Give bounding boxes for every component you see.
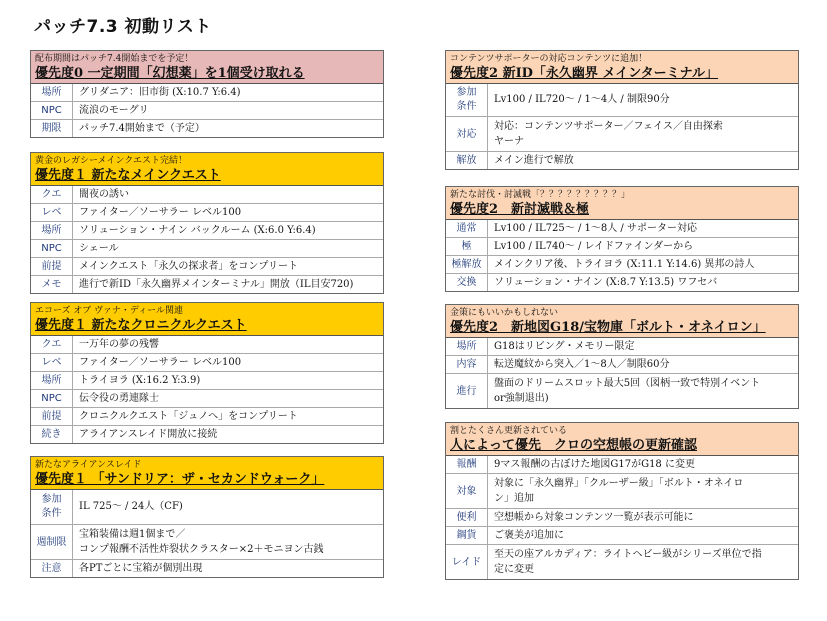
card-wondrous-tails (445, 422, 799, 580)
row-value: メインクリア後、トライヨラ (X:11.1 Y:14.6) 異邦の詩人 (494, 259, 755, 270)
info-row (446, 527, 798, 545)
card-note: コンテンツサポーターの対応コンテンツに追加！ (450, 54, 648, 64)
row-label: クエ (31, 336, 73, 353)
info-row (446, 456, 798, 474)
row-label: 報酬 (446, 456, 488, 473)
info-row (446, 238, 798, 256)
info-row (446, 256, 798, 274)
info-row (446, 509, 798, 527)
info-row (446, 545, 798, 579)
info-row (446, 117, 798, 152)
row-label: 続き (31, 426, 73, 443)
info-row (31, 336, 383, 354)
card-header (446, 305, 798, 338)
row-value: シェール (79, 243, 119, 254)
card-note: 黄金のレガシーメインクエスト完結！ (35, 156, 188, 166)
row-label (446, 84, 488, 116)
row-value-line: 宝箱装備は週1個まで／ (79, 529, 186, 540)
card-title: 優先度2 新地図G18/宝物庫「ボルト・オネイロン」 (450, 320, 766, 335)
row-label: 鋼貨 (446, 527, 488, 544)
info-row (446, 356, 798, 374)
row-label (31, 490, 73, 524)
card-note: 割とたくさん更新されている (450, 426, 568, 436)
row-label: 期限 (31, 120, 73, 137)
row-value (73, 525, 383, 559)
card-treasure-map (445, 304, 799, 409)
row-value: 流浪のモーグリ (79, 105, 149, 116)
card-header (31, 457, 383, 490)
row-label: レイド (446, 545, 488, 579)
card-header (31, 51, 383, 84)
info-row (31, 120, 383, 137)
row-value: ファイター／ソーサラー レベル100 (79, 207, 242, 218)
row-value: グリダニア：旧市街 (X:10.7 Y:6.4) (79, 87, 241, 98)
info-row (31, 354, 383, 372)
card-title: 優先度2 新討滅戦＆極 (450, 202, 590, 217)
row-label: 場所 (446, 338, 488, 355)
row-label: 場所 (31, 372, 73, 389)
info-row (31, 372, 383, 390)
row-value-line: 至天の座アルカディア：ライトヘビー級がシリーズ単位で指 (494, 549, 762, 560)
card-note: エコーズ オブ ヴァナ・ディール関連 (35, 306, 184, 316)
row-value: 一万年の夢の残響 (79, 339, 159, 350)
info-row (31, 240, 383, 258)
page-title: パッチ7.3 初動リスト (34, 17, 212, 37)
row-label: 週制限 (31, 525, 73, 559)
info-row (446, 474, 798, 509)
row-label-line: 参加 (41, 494, 62, 505)
row-label-line: 条件 (456, 101, 477, 112)
row-value: G18はリビング・メモリー限定 (494, 341, 635, 352)
row-label: NPC (31, 390, 73, 407)
card-fantasia (30, 50, 384, 138)
info-row (446, 274, 798, 291)
row-value-line: ン」追加 (494, 493, 534, 504)
row-value-line: ヤーナ (494, 136, 524, 147)
row-label: クエ (31, 186, 73, 203)
row-value: 伝令役の勇連隊士 (79, 393, 159, 404)
row-label: 進行 (446, 374, 488, 408)
row-value (488, 545, 798, 579)
info-row (31, 258, 383, 276)
card-alliance-raid (30, 456, 384, 578)
card-main-quest (30, 152, 384, 294)
row-value: ご褒美が追加に (494, 530, 564, 541)
card-note: 新たな討伐・討滅戦「？？？？？？？？？」 (450, 190, 631, 200)
info-row (446, 374, 798, 408)
info-row (31, 490, 383, 525)
row-label-line: 参加 (456, 87, 477, 98)
card-title: 優先度0 一定期間「幻想薬」を1個受け取れる (35, 66, 305, 81)
info-row (446, 220, 798, 238)
row-label: レベ (31, 354, 73, 371)
row-value: パッチ7.4開始まで（予定） (79, 123, 205, 134)
info-row (31, 426, 383, 443)
row-value (488, 474, 798, 508)
card-title: 優先度１ 新たなメインクエスト (35, 168, 221, 183)
info-row (31, 408, 383, 426)
row-value: Lv100 / IL720～ / 1～4人 / 制限90分 (494, 94, 670, 105)
row-value: IL 725～ / 24人（CF) (79, 501, 183, 512)
row-label: 極 (446, 238, 488, 255)
row-value: 9マス報酬の古ぼけた地図G17がG18 に変更 (494, 459, 695, 470)
row-value-line: 対象に「永久幽界」「クルーザー級」「ボルト・オネイロ (494, 478, 744, 489)
info-row (31, 560, 383, 577)
card-title: 優先度１ 「サンドリア：ザ・セカンドウォーク」 (35, 472, 325, 487)
row-label: 便利 (446, 509, 488, 526)
row-value (488, 374, 798, 408)
info-row (31, 276, 383, 293)
row-label: 場所 (31, 84, 73, 101)
card-title: 人によって優先 クロの空想帳の更新確認 (450, 438, 698, 453)
row-value: メイン進行で解放 (494, 155, 574, 166)
card-title: 優先度１ 新たなクロニクルクエスト (35, 318, 247, 333)
row-value: Lv100 / IL740～ / レイドファインダーから (494, 241, 694, 252)
info-row (31, 102, 383, 120)
info-row (31, 525, 383, 560)
row-label: 場所 (31, 222, 73, 239)
row-value: ファイター／ソーサラー レベル100 (79, 357, 242, 368)
info-row (31, 186, 383, 204)
row-label: 注意 (31, 560, 73, 577)
row-label: 前提 (31, 258, 73, 275)
row-value: ソリューション・ナイン バックルーム (X:6.0 Y:6.4) (79, 225, 316, 236)
row-value: メインクエスト「永久の探求者」をコンプリート (79, 261, 298, 272)
card-note: 金策にもいいかもしれない (450, 308, 559, 318)
card-note: 配布期間はパッチ7.4開始までを予定！ (35, 54, 194, 64)
row-label: 通常 (446, 220, 488, 237)
card-header (31, 303, 383, 336)
row-value: クロニクルクエスト「ジュノへ」をコンプリート (79, 411, 298, 422)
row-label: 前提 (31, 408, 73, 425)
row-label: NPC (31, 102, 73, 119)
row-value: 空想帳から対象コンテンツ一覧が表示可能に (494, 512, 694, 523)
row-value-line: or強制退出) (494, 393, 549, 404)
card-new-trial (445, 186, 799, 292)
row-value-line: コンプ報酬不活性炸裂状クラスター×2＋モニヨン古銭 (79, 544, 324, 555)
row-value-line: 盤面のドリームスロット最大5回（図柄一致で特別イベント (494, 378, 761, 389)
card-note: 新たなアライアンスレイド (35, 460, 142, 470)
info-row (31, 84, 383, 102)
row-value: 闇夜の誘い (79, 189, 129, 200)
row-value: 転送魔紋から突入／1～8人／制限60分 (494, 359, 670, 370)
info-row (446, 338, 798, 356)
row-value-line: 定に変更 (494, 564, 534, 575)
card-header (446, 423, 798, 456)
card-header (446, 51, 798, 84)
info-row (31, 222, 383, 240)
card-chronicle-quest (30, 302, 384, 444)
row-value-line: 対応：コンテンツサポーター／フェイス／自由探索 (494, 121, 723, 132)
row-label: 極解放 (446, 256, 488, 273)
card-header (31, 153, 383, 186)
row-value: アライアンスレイド開放に接続 (79, 429, 218, 440)
row-label: メモ (31, 276, 73, 293)
row-value: Lv100 / IL725～ / 1～8人 / サポーター対応 (494, 223, 697, 234)
row-value: トライヨラ (X:16.2 Y:3.9) (79, 375, 201, 386)
card-title: 優先度2 新ID「永久幽界 メインターミナル」 (450, 66, 719, 81)
info-row (31, 204, 383, 222)
card-new-dungeon (445, 50, 799, 170)
row-value (488, 117, 798, 151)
info-row (446, 84, 798, 117)
row-label: 内容 (446, 356, 488, 373)
row-value: 各PTごとに宝箱が個別出現 (79, 563, 203, 574)
info-row (446, 152, 798, 169)
row-label: 対応 (446, 117, 488, 151)
row-value: ソリューション・ナイン (X:8.7 Y:13.5) ワフセバ (494, 277, 718, 288)
row-label-line: 条件 (41, 508, 62, 519)
info-row (31, 390, 383, 408)
row-label: 解放 (446, 152, 488, 169)
row-label: レベ (31, 204, 73, 221)
card-header (446, 187, 798, 220)
row-value: 進行で新ID「永久幽界メインターミナル」開放（IL目安720) (79, 279, 354, 290)
row-label: 対象 (446, 474, 488, 508)
row-label: 交換 (446, 274, 488, 291)
row-label: NPC (31, 240, 73, 257)
